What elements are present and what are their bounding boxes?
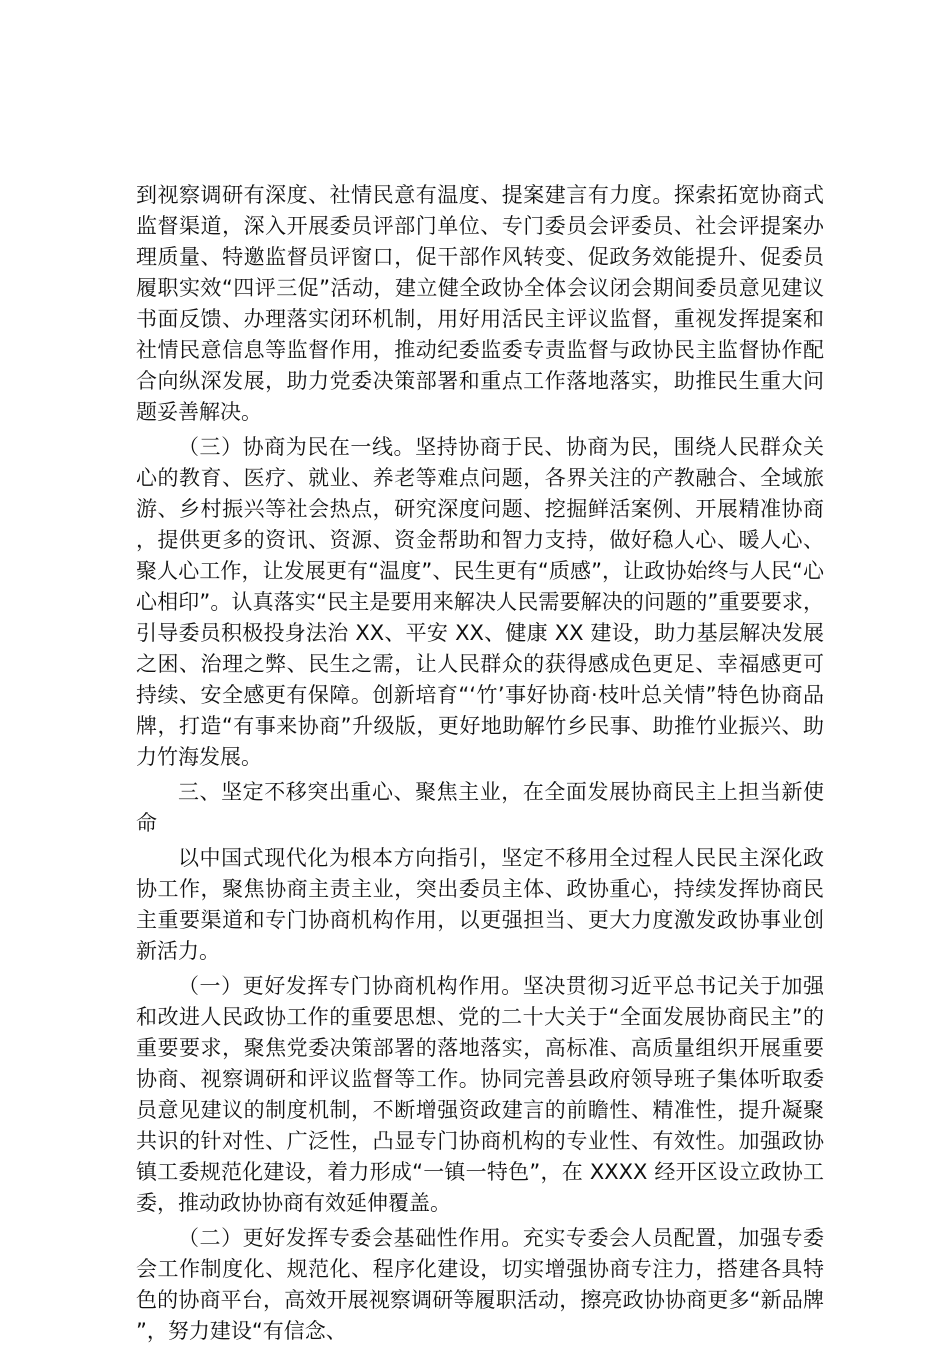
paragraph-section-three-intro: 以中国式现代化为根本方向指引，坚定不移用全过程人民民主深化政协工作，聚焦协商主责主业，突出委员主体、政协重心，持续发挥协商民主重要渠道和专门协商机构作用，以更强担当、更大力度激发政协事业创新活力。 xyxy=(136,846,824,963)
document-body xyxy=(136,180,824,1347)
paragraph-consultation-for-people: （三）协商为民在一线。坚持协商于民、协商为民，围绕人民群众关心的教育、医疗、就业、养老等难点问题，各界关注的产教融合、全域旅游、乡村振兴等社会热点，研究深度问题、挖掘鲜活案例、开展精准协商，提供更多的资讯、资源、资金帮助和智力支持，做好稳人心、暖人心、聚人心工作，让发展更有“温度”、民生更有“质感”，让政协始终与人民“心心相印”。认真落实“民主是要用来解决人民需要解决的问题的”重要要求，引导委员积极投身法治 XX、平安 XX、健康 XX 建设，助力基层解决发展之困、治理之弊、民生之需，让人民群众的获得感成色更足、幸福感更可持续、安全感更有保障。创新培育“‘竹’事好协商·枝叶总关情”特色协商品牌，打造“有事来协商”升级版，更好地助解竹乡民事、助推竹业振兴、助力竹海发展。 xyxy=(136,435,824,769)
section-heading-three: 三、坚定不移突出重心、聚焦主业，在全面发展协商民主上担当新使命 xyxy=(136,780,824,835)
paragraph-special-committees: （二）更好发挥专委会基础性作用。充实专委会人员配置，加强专委会工作制度化、规范化、程序化建设，切实增强协商专注力，搭建各具特色的协商平台，高效开展视察调研等履职活动，擦亮政协协商更多“新品牌”，努力建设“有信念、 xyxy=(136,1226,824,1343)
paragraph-supervision-continued: 到视察调研有深度、社情民意有温度、提案建言有力度。探索拓宽协商式监督渠道，深入开展委员评部门单位、专门委员会评委员、社会评提案办理质量、特邀监督员评窗口，促干部作风转变、促政务效能提升、促委员履职实效“四评三促”活动，建立健全政协全体会议闭会期间委员意见建议书面反馈、办理落实闭环机制，用好用活民主评议监督，重视发挥提案和社情民意信息等监督作用，推动纪委监委专责监督与政协民主监督协作配合向纵深发展，助力党委决策部署和重点工作落地落实，助推民生重大问题妥善解决。 xyxy=(136,183,824,424)
paragraph-specialized-consultation-body: （一）更好发挥专门协商机构作用。坚决贯彻习近平总书记关于加强和改进人民政协工作的重要思想、党的二十大关于“全面发展协商民主”的重要要求，聚焦党委决策部署的落地落实，高标准、高质量组织开展重要协商、视察调研和评议监督等工作。协同完善县政府领导班子集体听取委员意见建议的制度机制，不断增强资政建言的前瞻性、精准性，提升凝聚共识的针对性、广泛性，凸显专门协商机构的专业性、有效性。加强政协镇工委规范化建设，着力形成“一镇一特色”，在 XXXX 经开区设立政协工委，推动政协协商有效延伸覆盖。 xyxy=(136,974,824,1215)
